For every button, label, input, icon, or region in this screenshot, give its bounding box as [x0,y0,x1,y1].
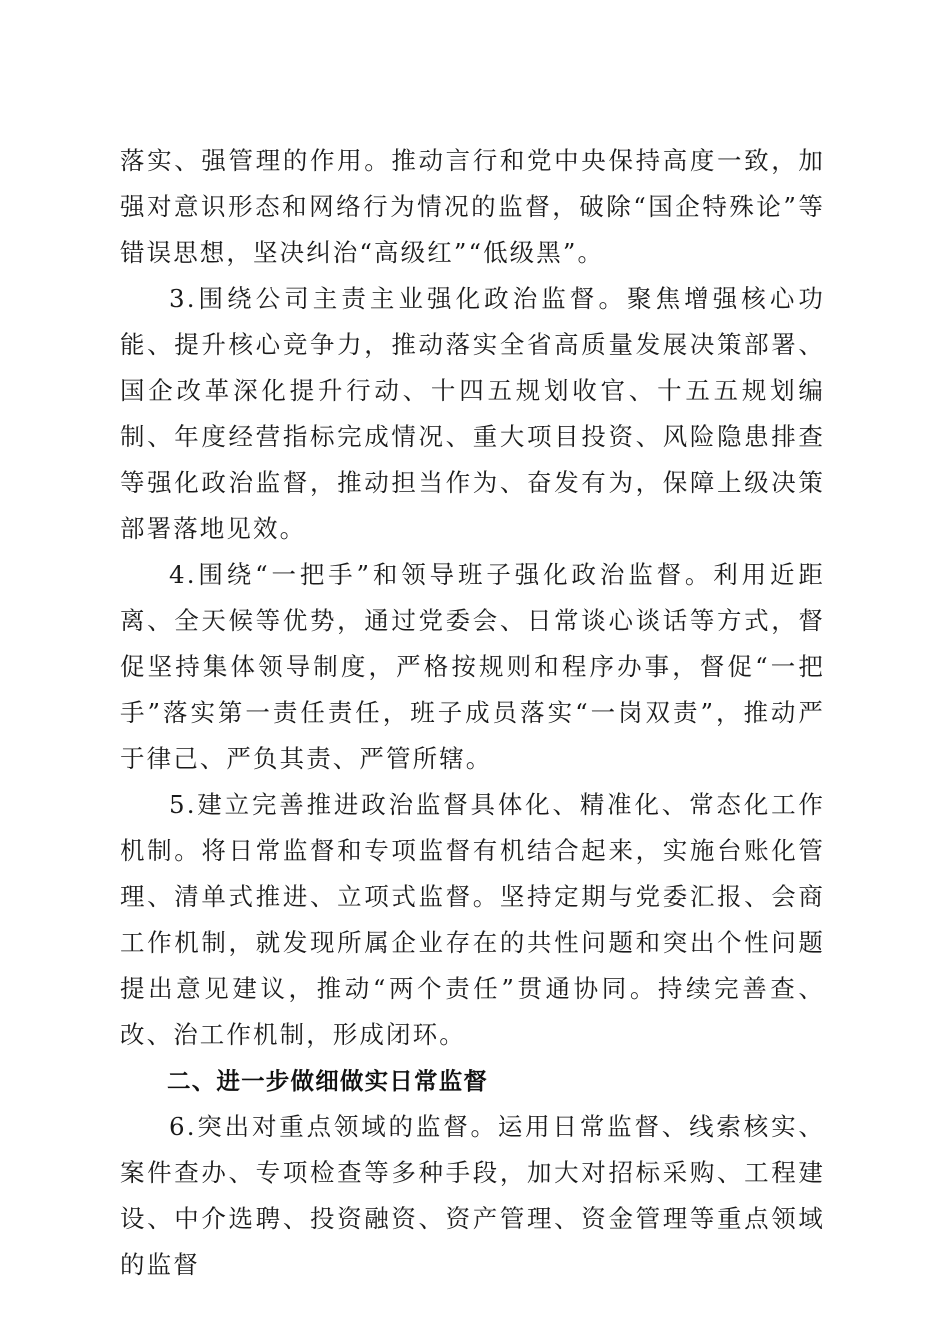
paragraph-item-5: 5.建立完善推进政治监督具体化、精准化、常态化工作机制。将日常监督和专项监督有机结合起来，实施台账化管理、清单式推进、立项式监督。坚持定期与党委汇报、会商工作机制，就发现所属企业存在的共性问题和突出个性问题提出意见建议，推动“两个责任”贯通协同。持续完善查、改、治工作机制，形成闭环。 [120,790,825,1049]
paragraph-item-4: 4.围绕“一把手”和领导班子强化政治监督。利用近距离、全天候等优势，通过党委会、日常谈心谈话等方式，督促坚持集体领导制度，严格按规则和程序办事，督促“一把手”落实第一责任责任，班子成员落实“一岗双责”，推动严于律己、严负其责、严管所辖。 [120,560,825,773]
paragraph-continuation: 落实、强管理的作用。推动言行和党中央保持高度一致，加强对意识形态和网络行为情况的监督，破除“国企特殊论”等错误思想，坚决纠治“高级红”“低级黑”。 [120,146,825,267]
paragraph-item-6: 6.突出对重点领域的监督。运用日常监督、线索核实、案件查办、专项检查等多种手段，加大对招标采购、工程建设、中介选聘、投资融资、资产管理、资金管理等重点领域的监督 [120,1112,825,1279]
paragraph-item-3: 3.围绕公司主责主业强化政治监督。聚焦增强核心功能、提升核心竞争力，推动落实全省高质量发展决策部署、国企改革深化提升行动、十四五规划收官、十五五规划编制、年度经营指标完成情况、重大项目投资、风险隐患排查等强化政治监督，推动担当作为、奋发有为，保障上级决策部署落地见效。 [120,284,825,543]
document-body [120,138,825,1288]
section-heading-2: 二、进一步做细做实日常监督 [167,1067,489,1095]
